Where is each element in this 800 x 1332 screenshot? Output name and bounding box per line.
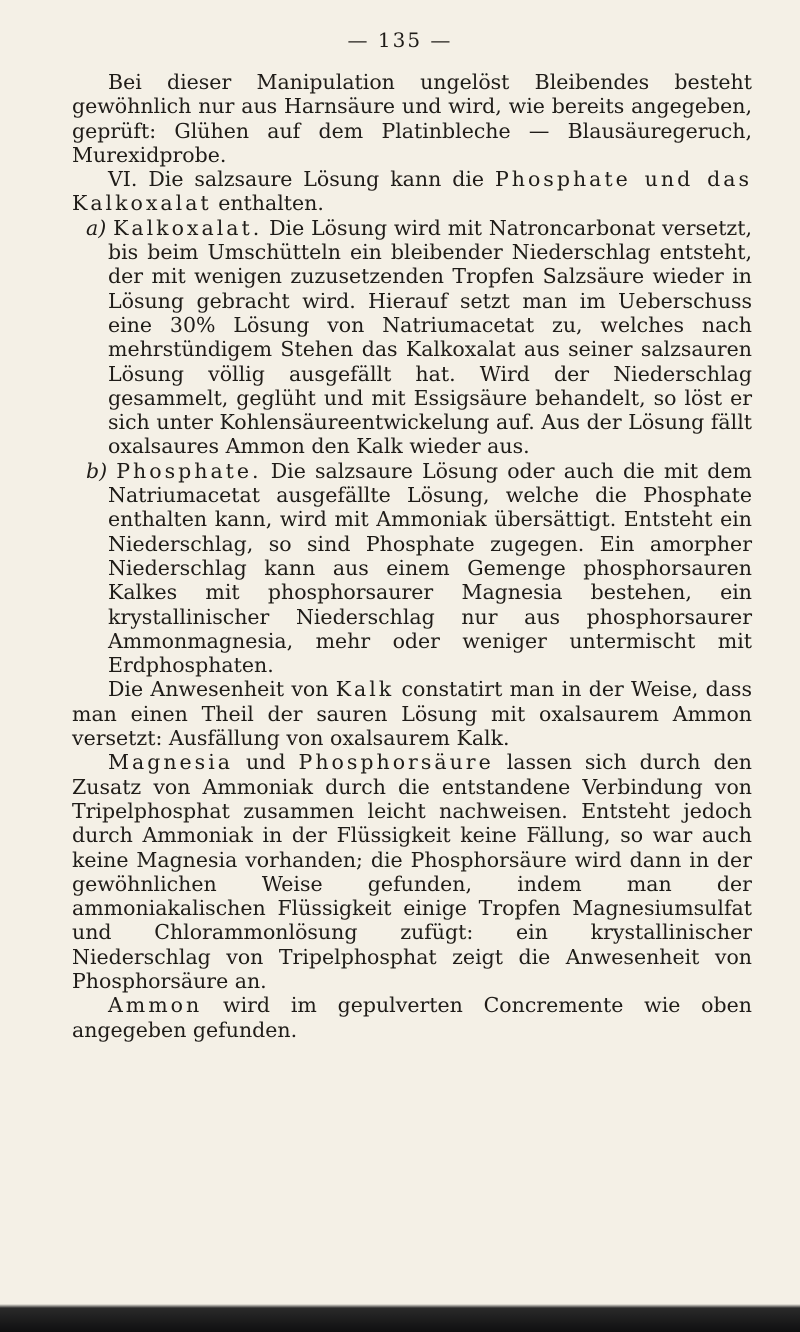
section-vi-spaced: Phosphate und das Kalkoxalat: [72, 167, 752, 216]
paragraph-kalk: [72, 677, 752, 750]
paragraph-kalkoxalat: [72, 216, 752, 459]
magnesia-mid: und: [245, 750, 286, 775]
kalk-lead: Die Anwesenheit von: [108, 677, 329, 702]
item-b-heading: Phosphate.: [116, 458, 262, 483]
magnesia-tail: lassen sich durch den Zusatz von Ammoniak durch die entstandene Verbindung von Tripelphosphat zusammen leicht nachweisen. Entsteht jedoch durch Ammoniak in der Flüssigkeit keine Fällung, so war auch keine Magnesia vorhanden; die Phosphorsäure wird dann in der gewöhnlichen Weise gefunden, indem man der ammoniakalischen Flüssigkeit einige Tropfen Magnesiumsulfat und Chlorammonlösung zufügt: ein krystallinischer Niederschlag von Tripelphosphat zeigt die Anwesenheit von Phosphorsäure an.: [72, 750, 752, 993]
section-vi-lead: VI. Die salzsaure Lösung kann die: [108, 167, 485, 192]
paragraph-ammon: [72, 993, 752, 1042]
page-body: [72, 70, 752, 1042]
item-b-text: Die salzsaure Lösung oder auch die mit dem Natriumacetat ausgefällte Lösung, welche die Phosphate enthalten kann, wird mit Ammoniak übersättigt. Entsteht ein Niederschlag, so sind Phosphate zugegen. Ein amorpher Niederschlag kann aus einem Gemenge phosphorsauren Kalkes mit phosphorsaurer Magnesia bestehen, ein krystallinischer Niederschlag nur aus phosphorsaurer Ammonmagnesia, mehr oder weniger untermischt mit Erdphosphaten.: [108, 458, 752, 678]
kalk-spaced: Kalk: [335, 677, 395, 702]
magnesia-spaced: Magnesia: [108, 750, 233, 775]
kalk-tail: constatirt man in der Weise, dass man einen Theil der sauren Lösung mit oxalsaurem Ammon versetzt: Ausfällung von oxalsaurem Kalk.: [72, 677, 752, 751]
item-a-text: Die Lösung wird mit Natroncarbonat versetzt, bis beim Umschütteln ein bleibender Niederschlag entsteht, der mit wenigen zuzusetzenden Tropfen Salzsäure wieder in Lösung gebracht wird. Hierauf setzt man im Ueberschuss eine 30% Lösung von Natriumacetat zu, welches nach mehrstündigem Stehen das Kalkoxalat aus seiner salzsauren Lösung völlig ausgefällt hat. Wird der Niederschlag gesammelt, geglüht und mit Essigsäure behandelt, so löst er sich unter Kohlensäureentwickelung auf. Aus der Lösung fällt oxalsaures Ammon den Kalk wieder aus.: [108, 215, 752, 459]
paragraph-manipulation: Bei dieser Manipulation ungelöst Bleibendes besteht gewöhnlich nur aus Harnsäure und wird, wie bereits angegeben, geprüft: Glühen auf dem Platinbleche — Blausäuregeruch, Murexidprobe.: [72, 70, 752, 167]
paragraph-magnesia: [72, 750, 752, 993]
phosphorsaeure-spaced: Phosphorsäure: [298, 750, 494, 775]
scan-bottom-edge: [0, 1304, 800, 1332]
item-a-label: a): [86, 215, 107, 240]
section-vi-tail: enthalten.: [218, 191, 324, 216]
paragraph-section-vi: [72, 167, 752, 216]
page-number: — 135 —: [347, 28, 453, 52]
ammon-spaced: Ammon: [108, 993, 203, 1018]
item-b-label: b): [86, 458, 108, 483]
item-a-heading: Kalkoxalat.: [113, 215, 263, 240]
ammon-tail: wird im gepulverten Concremente wie oben angegeben gefunden.: [72, 993, 752, 1042]
paragraph-phosphate: [72, 459, 752, 678]
